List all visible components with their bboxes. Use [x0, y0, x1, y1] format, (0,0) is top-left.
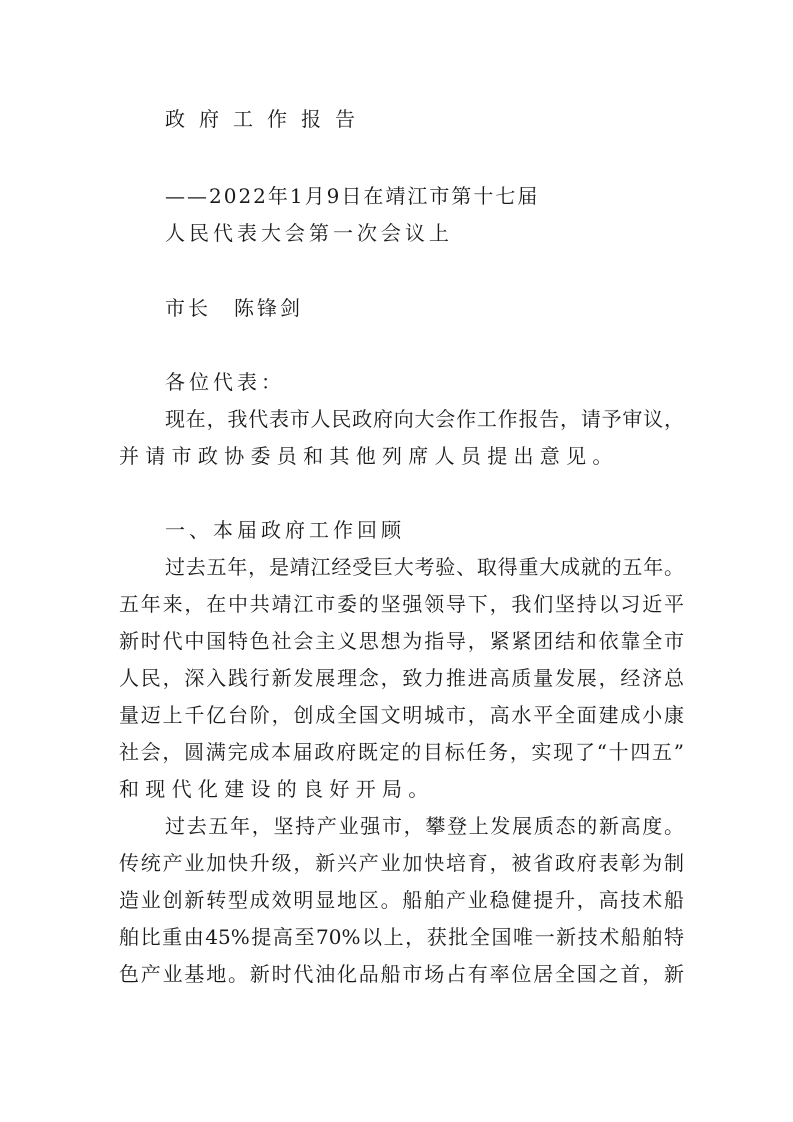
subtitle-line-1: ——2022年1月9日在靖江市第十七届: [165, 184, 540, 208]
salutation: 各位代表：: [165, 370, 285, 394]
paragraph2-line-3: 造业创新转型成效明显地区。船舶产业稳健提升，高技术船: [119, 888, 684, 912]
paragraph1-line-1: 过去五年，是靖江经受巨大考验、取得重大成就的五年。: [165, 555, 684, 579]
paragraph2-line-4: 舶比重由45%提高至70%以上，获批全国唯一新技术船舶特: [119, 925, 684, 949]
paragraph1-line-3: 新时代中国特色社会主义思想为指导，紧紧团结和依靠全市: [119, 629, 684, 653]
intro-line-1: 现在，我代表市人民政府向大会作工作报告，请予审议，: [165, 407, 684, 431]
subtitle-line-2: 人民代表大会第一次会议上: [165, 221, 453, 245]
paragraph2-line-5: 色产业基地。新时代油化品船市场占有率位居全国之首，新: [119, 962, 684, 986]
paragraph1-line-2: 五年来，在中共靖江市委的坚强领导下，我们坚持以习近平: [119, 592, 684, 616]
intro-line-2: 并请市政协委员和其他列席人员提出意见。: [119, 444, 619, 468]
paragraph1-line-5: 量迈上千亿台阶，创成全国文明城市，高水平全面建成小康: [119, 703, 684, 727]
paragraph1-line-7: 和现代化建设的良好开局。: [119, 777, 435, 801]
paragraph2-line-2: 传统产业加快升级，新兴产业加快培育，被省政府表彰为制: [119, 851, 684, 875]
document-title: 政府工作报告: [165, 107, 369, 131]
paragraph2-line-1: 过去五年，坚持产业强市，攀登上发展质态的新高度。: [165, 814, 684, 838]
paragraph1-line-6: 社会，圆满完成本届政府既定的目标任务，实现了“十四五”: [119, 740, 684, 764]
paragraph1-line-4: 人民，深入践行新发展理念，致力推进高质量发展，经济总: [119, 666, 684, 690]
section-heading: 一、本届政府工作回顾: [165, 518, 405, 542]
speaker-line: 市长 陈锋剑: [165, 296, 303, 320]
